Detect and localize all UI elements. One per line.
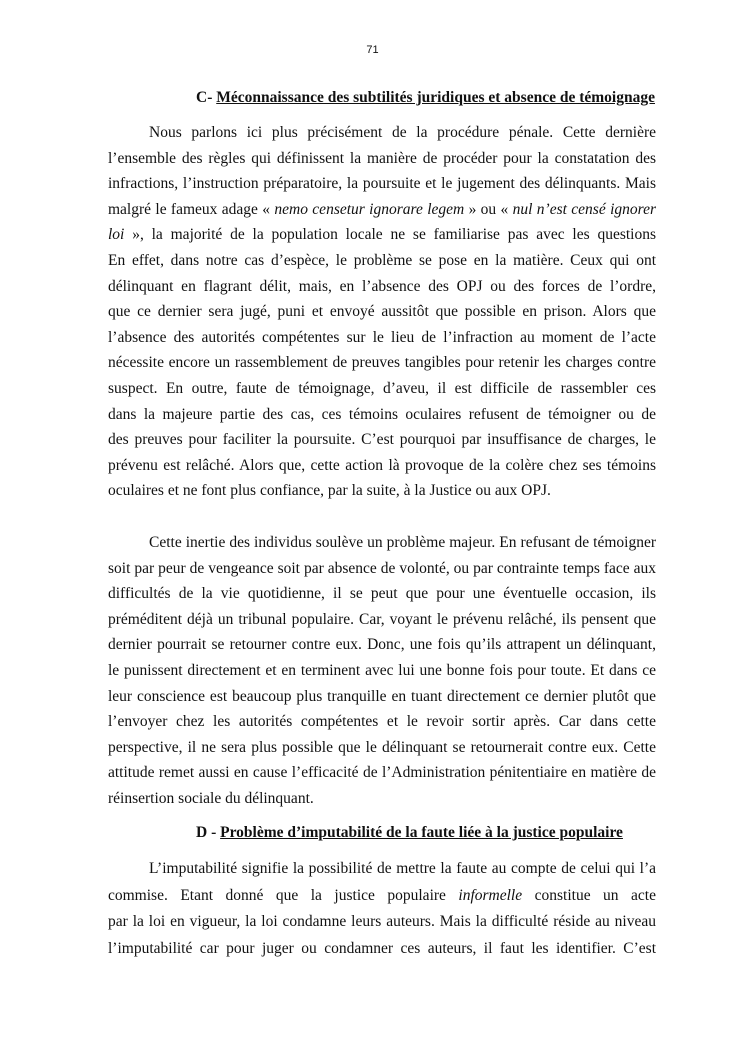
- text-line: [108, 607, 656, 633]
- text-segment: malgré le fameux adage «: [108, 200, 275, 218]
- section-heading-d: [196, 822, 623, 844]
- text-segment: préméditent déjà un tribunal populaire. Car, voyant le prévenu relâché, ils pensent que: [108, 610, 656, 628]
- text-line: [108, 120, 656, 146]
- text-segment: constitue un acte: [534, 886, 656, 904]
- text-line: [108, 936, 656, 963]
- section-heading-title: Méconnaissance des subtilités juridiques et absence de témoignage: [216, 89, 655, 106]
- text-segment: infractions, l’instruction préparatoire, la poursuite et le jugement des délinquants. Mais: [108, 175, 656, 193]
- text-line: [108, 478, 656, 504]
- text-segment: commise. Etant donné que la justice populaire: [108, 886, 459, 904]
- text-line: [108, 197, 656, 223]
- text-segment: difficultés de la vie quotidienne, il se peut que pour une éventuelle occasion, ils: [108, 585, 656, 603]
- text-line: [108, 325, 656, 351]
- text-line: [108, 350, 656, 376]
- text-segment: dernier pourrait se retourner contre eux. Donc, une fois qu’ils attrapent un délinquant,: [108, 636, 656, 654]
- section-heading-prefix: D -: [196, 824, 221, 841]
- text-line: [108, 658, 656, 684]
- text-segment: perspective, il ne sera plus possible que le délinquant se retournerait contre eux. Cette: [108, 738, 656, 756]
- text-segment: l’absence des autorités compétentes sur le lieu de l’infraction au moment de l’acte: [108, 328, 656, 346]
- text-segment: par la loi en vigueur, la loi condamne leurs auteurs. Mais la difficulté réside au niveau: [108, 913, 656, 931]
- italic-text: nul n’est censé ignorer: [512, 200, 656, 218]
- text-line: [108, 530, 656, 556]
- section-heading-c: [196, 87, 655, 109]
- section-heading-title: Problème d’imputabilité de la faute liée à la justice populaire: [220, 824, 623, 841]
- text-line: [108, 909, 656, 936]
- text-segment: nécessite encore un rassemblement de preuves tangibles pour retenir les charges contre: [108, 354, 656, 372]
- text-segment: oculaires et ne font plus confiance, par la suite, à la Justice ou aux OPJ.: [108, 482, 551, 500]
- text-line: [108, 299, 656, 325]
- text-segment: Nous parlons ici plus précisément de la procédure pénale. Cette dernière: [149, 124, 656, 141]
- text-line: [108, 146, 656, 172]
- text-line: [108, 402, 656, 428]
- text-line: [108, 786, 656, 812]
- text-line: [108, 709, 656, 735]
- text-line: [108, 274, 656, 300]
- text-segment: Cette inertie des individus soulève un problème majeur. En refusant de témoigner: [149, 534, 656, 551]
- text-line: [108, 856, 656, 883]
- text-line: [108, 883, 656, 910]
- text-line: [108, 453, 656, 479]
- section-heading-prefix: C-: [196, 89, 217, 106]
- text-segment: l’imputabilité car pour juger ou condamner ces auteurs, il faut les identifier. C’est: [108, 939, 656, 957]
- text-segment: attitude remet aussi en cause l’efficacité de l’Administration pénitentiaire en matière de: [108, 764, 656, 782]
- text-segment: réinsertion sociale du délinquant.: [108, 789, 314, 807]
- text-segment: l’envoyer chez les autorités compétentes et le revoir sortir après. Car dans cette: [108, 713, 656, 731]
- text-line: [108, 684, 656, 710]
- text-segment: le punissent directement et en terminent avec lui une bonne fois pour toute. Et dans ce: [108, 661, 656, 679]
- paragraph-2: [108, 530, 656, 812]
- text-line: [108, 760, 656, 786]
- text-segment: leur conscience est beaucoup plus tranquille en tuant directement ce dernier plutôt que: [108, 687, 656, 705]
- text-segment: soit par peur de vengeance soit par absence de volonté, ou par contrainte temps face aux: [108, 559, 656, 577]
- text-segment: En effet, dans notre cas d’espèce, le problème se pose en la matière. Ceux qui ont: [108, 251, 656, 269]
- page-number: 71: [366, 44, 379, 56]
- text-line: [108, 581, 656, 607]
- text-line: [108, 376, 656, 402]
- text-segment: délinquant en flagrant délit, mais, en l’absence des OPJ ou des forces de l’ordre,: [108, 277, 656, 295]
- italic-text: informelle: [458, 886, 523, 904]
- italic-text: nemo censetur ignorare legem: [274, 200, 465, 218]
- text-line: [108, 427, 656, 453]
- text-segment: dans la majeure partie des cas, ces témoins oculaires refusent de témoigner ou de: [108, 405, 656, 423]
- text-line: [108, 556, 656, 582]
- text-line: [108, 248, 656, 274]
- text-segment: prévenu est relâché. Alors que, cette action là provoque de la colère chez ses témoins: [108, 456, 656, 474]
- italic-text: loi: [108, 226, 125, 244]
- text-line: [108, 632, 656, 658]
- text-segment: que ce dernier sera jugé, puni et envoyé aussitôt que possible en prison. Alors que: [108, 303, 656, 321]
- text-line: [108, 222, 656, 248]
- text-line: [108, 171, 656, 197]
- text-segment: », la majorité de la population locale ne se familiarise pas avec les questions: [132, 226, 656, 244]
- text-line: [108, 735, 656, 761]
- text-segment: suspect. En outre, faute de témoignage, d’aveu, il est difficile de rassembler ces: [108, 379, 656, 397]
- paragraph-3: [108, 856, 656, 962]
- text-segment: des preuves pour faciliter la poursuite. C’est pourquoi par insuffisance de charges, le: [108, 431, 656, 449]
- text-segment: » ou «: [464, 200, 513, 218]
- text-segment: l’ensemble des règles qui définissent la manière de procéder pour la constatation des: [108, 149, 656, 167]
- text-segment: L’imputabilité signifie la possibilité de mettre la faute au compte de celui qui l’a: [149, 860, 656, 877]
- paragraph-1: [108, 120, 656, 504]
